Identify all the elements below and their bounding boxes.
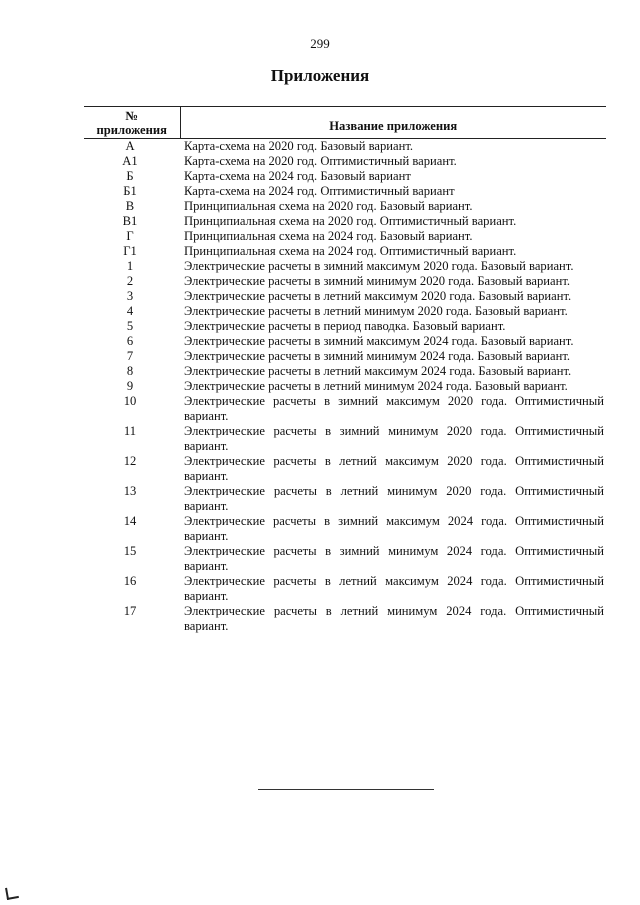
table-row	[84, 214, 606, 229]
header-appendix-name: Название приложения	[180, 107, 606, 139]
appendix-number: В	[125, 199, 135, 213]
appendix-name: Электрические расчеты в летний максимум 2024 года. Оптимистичный вариант.	[184, 574, 604, 603]
table-row	[84, 304, 606, 319]
appendix-number: 17	[123, 604, 137, 618]
appendix-name: Электрические расчеты в летний минимум 2024 года. Базовый вариант.	[184, 379, 568, 393]
appendix-name: Электрические расчеты в зимний максимум 2024 года. Оптимистичный вариант.	[184, 514, 604, 543]
appendix-number: Г	[126, 229, 134, 243]
table-row	[84, 604, 606, 634]
table-row	[84, 544, 606, 574]
header-number-word: приложения	[96, 123, 167, 137]
appendix-name: Электрические расчеты в зимний максимум 2020 года. Оптимистичный вариант.	[184, 394, 604, 423]
table-row	[84, 259, 606, 274]
header-number-sign: №	[125, 109, 139, 123]
header-appendix-number	[84, 107, 180, 139]
appendix-name: Электрические расчеты в летний максимум 2024 года. Базовый вариант.	[184, 364, 572, 378]
table-row	[84, 364, 606, 379]
appendix-number: 11	[123, 424, 137, 438]
footer-divider	[258, 789, 434, 790]
appendix-number: А1	[122, 154, 138, 168]
appendix-name: Электрические расчеты в зимний минимум 2020 года. Оптимистичный вариант.	[184, 424, 604, 453]
appendix-number: 1	[126, 259, 134, 273]
table-row	[84, 349, 606, 364]
table-row	[84, 184, 606, 199]
appendix-name: Электрические расчеты в летний минимум 2024 года. Оптимистичный вариант.	[184, 604, 604, 633]
appendix-number: 5	[126, 319, 134, 333]
appendix-number: 15	[123, 544, 137, 558]
table-body	[84, 139, 606, 635]
page-number: 299	[310, 36, 330, 51]
appendix-name: Электрические расчеты в зимний максимум 2024 года. Базовый вариант.	[184, 334, 574, 348]
scan-corner-mark	[5, 886, 19, 900]
appendix-name: Электрические расчеты в летний максимум 2020 года. Оптимистичный вариант.	[184, 454, 604, 483]
appendix-name: Электрические расчеты в период паводка. Базовый вариант.	[184, 319, 506, 333]
appendix-name: Электрические расчеты в зимний максимум 2020 года. Базовый вариант.	[184, 259, 574, 273]
table-row	[84, 454, 606, 484]
appendix-name: Электрические расчеты в зимний минимум 2024 года. Оптимистичный вариант.	[184, 544, 604, 573]
appendix-number: А	[125, 139, 135, 153]
appendix-number: 3	[126, 289, 134, 303]
appendix-number: 14	[123, 514, 137, 528]
appendix-number: 9	[126, 379, 134, 393]
appendix-name: Карта-схема на 2024 год. Базовый вариант	[184, 169, 411, 183]
table-row	[84, 394, 606, 424]
table-row	[84, 484, 606, 514]
appendix-name: Принципиальная схема на 2020 год. Базовый вариант.	[184, 199, 473, 213]
table-row	[84, 274, 606, 289]
appendix-name: Принципиальная схема на 2024 год. Оптимистичный вариант.	[184, 244, 517, 258]
appendix-number: Б1	[123, 184, 137, 198]
appendix-name: Принципиальная схема на 2020 год. Оптимистичный вариант.	[184, 214, 517, 228]
appendix-name: Электрические расчеты в зимний минимум 2020 года. Базовый вариант.	[184, 274, 571, 288]
appendix-name: Электрические расчеты в летний минимум 2020 года. Оптимистичный вариант.	[184, 484, 604, 513]
table-row	[84, 514, 606, 544]
table-row	[84, 169, 606, 184]
appendix-name: Карта-схема на 2020 год. Базовый вариант.	[184, 139, 414, 153]
table-row	[84, 229, 606, 244]
appendix-table	[84, 106, 606, 634]
appendix-number: 10	[123, 394, 137, 408]
table-row	[84, 289, 606, 304]
appendix-name: Электрические расчеты в летний минимум 2020 года. Базовый вариант.	[184, 304, 568, 318]
table-row	[84, 154, 606, 169]
appendix-number: 16	[123, 574, 137, 588]
appendix-name: Карта-схема на 2020 год. Оптимистичный вариант.	[184, 154, 457, 168]
table-row	[84, 319, 606, 334]
table-header-row	[84, 107, 606, 139]
table-row	[84, 199, 606, 214]
table-row	[84, 424, 606, 454]
table-row	[84, 139, 606, 155]
appendix-number: 7	[126, 349, 134, 363]
appendix-name: Карта-схема на 2024 год. Оптимистичный вариант	[184, 184, 455, 198]
table-row	[84, 334, 606, 349]
table-row	[84, 379, 606, 394]
table-row	[84, 244, 606, 259]
appendix-name: Электрические расчеты в зимний минимум 2024 года. Базовый вариант.	[184, 349, 571, 363]
page-title: Приложения	[270, 66, 370, 85]
appendix-number: 13	[123, 484, 137, 498]
appendix-name: Принципиальная схема на 2024 год. Базовый вариант.	[184, 229, 473, 243]
appendix-number: 8	[126, 364, 134, 378]
appendix-number: 6	[126, 334, 134, 348]
appendix-number: Б	[126, 169, 134, 183]
appendix-number: Г1	[123, 244, 137, 258]
table-row	[84, 574, 606, 604]
appendix-number: 4	[126, 304, 134, 318]
appendix-number: 2	[126, 274, 134, 288]
appendix-number: 12	[123, 454, 137, 468]
appendix-name: Электрические расчеты в летний максимум 2020 года. Базовый вариант.	[184, 289, 572, 303]
appendix-number: В1	[122, 214, 138, 228]
